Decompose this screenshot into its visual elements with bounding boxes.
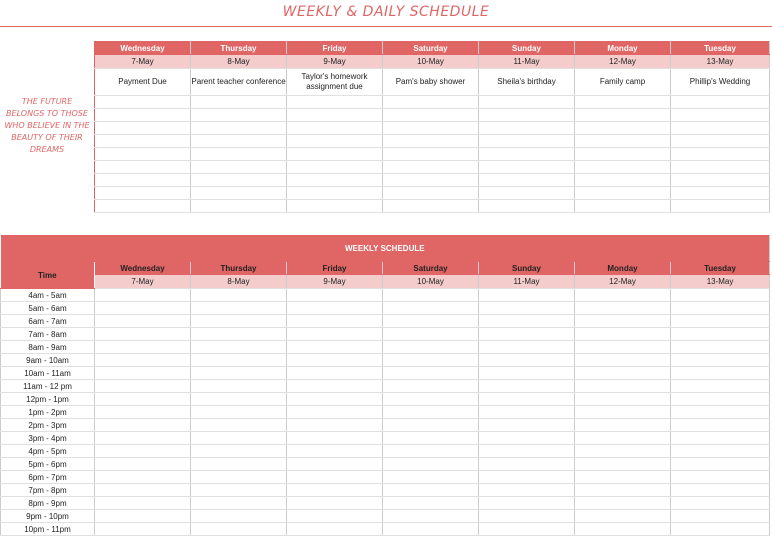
time-slot-row	[1, 315, 770, 328]
slot-cell[interactable]	[479, 289, 575, 302]
slot-cell[interactable]	[95, 328, 191, 341]
time-slot-row	[1, 419, 770, 432]
slot-cell[interactable]	[287, 354, 383, 367]
time-label: 4pm - 5pm	[1, 445, 95, 458]
slot-cell[interactable]	[383, 315, 479, 328]
blank-cell[interactable]	[383, 161, 479, 174]
blank-cell[interactable]	[671, 187, 770, 200]
slot-cell[interactable]	[671, 419, 770, 432]
slot-cell[interactable]	[95, 445, 191, 458]
blank-cell[interactable]	[287, 122, 383, 135]
slot-cell[interactable]	[287, 302, 383, 315]
blank-cell[interactable]	[671, 174, 770, 187]
daily-blank-row	[95, 200, 770, 213]
slot-cell[interactable]	[191, 289, 287, 302]
slot-cell[interactable]	[287, 393, 383, 406]
slot-cell[interactable]	[671, 445, 770, 458]
slot-cell[interactable]	[287, 380, 383, 393]
date-cell: 9-May	[287, 275, 383, 289]
blank-cell[interactable]	[95, 148, 191, 161]
slot-cell[interactable]	[575, 523, 671, 536]
slot-cell[interactable]	[287, 419, 383, 432]
time-slot-row	[1, 497, 770, 510]
slot-cell[interactable]	[575, 380, 671, 393]
page-title: WEEKLY & DAILY SCHEDULE	[282, 4, 490, 20]
slot-cell[interactable]	[479, 523, 575, 536]
slot-cell[interactable]	[383, 354, 479, 367]
slot-cell[interactable]	[479, 328, 575, 341]
slot-cell[interactable]	[575, 406, 671, 419]
slot-cell[interactable]	[383, 458, 479, 471]
time-label: 8am - 9am	[1, 341, 95, 354]
blank-cell[interactable]	[383, 187, 479, 200]
slot-cell[interactable]	[95, 341, 191, 354]
blank-cell[interactable]	[95, 200, 191, 213]
slot-cell[interactable]	[95, 315, 191, 328]
slot-cell[interactable]	[95, 354, 191, 367]
blank-cell[interactable]	[95, 96, 191, 109]
event-cell[interactable]: Pam's baby shower	[383, 69, 479, 96]
slot-cell[interactable]	[671, 302, 770, 315]
slot-cell[interactable]	[479, 380, 575, 393]
quote-text: THE FUTURE BELONGS TO THOSE WHO BELIEVE IN THE BEAUTY OF THEIR DREAMS	[4, 97, 90, 154]
slot-cell[interactable]	[95, 289, 191, 302]
slot-cell[interactable]	[95, 380, 191, 393]
time-label: 3pm - 4pm	[1, 432, 95, 445]
time-label: 9am - 10am	[1, 354, 95, 367]
slot-cell[interactable]	[575, 315, 671, 328]
slot-cell[interactable]	[95, 419, 191, 432]
daily-day-row	[95, 42, 770, 55]
blank-cell[interactable]	[575, 135, 671, 148]
blank-cell[interactable]	[479, 109, 575, 122]
slot-cell[interactable]	[287, 315, 383, 328]
slot-cell[interactable]	[575, 497, 671, 510]
slot-cell[interactable]	[479, 484, 575, 497]
slot-cell[interactable]	[479, 445, 575, 458]
blank-cell[interactable]	[479, 200, 575, 213]
slot-cell[interactable]	[95, 471, 191, 484]
slot-cell[interactable]	[287, 328, 383, 341]
slot-cell[interactable]	[671, 471, 770, 484]
blank-cell[interactable]	[671, 135, 770, 148]
slot-cell[interactable]	[287, 458, 383, 471]
slot-cell[interactable]	[95, 497, 191, 510]
blank-cell[interactable]	[383, 174, 479, 187]
time-slot-row	[1, 484, 770, 497]
slot-cell[interactable]	[95, 432, 191, 445]
blank-cell[interactable]	[671, 200, 770, 213]
slot-cell[interactable]	[671, 393, 770, 406]
slot-cell[interactable]	[671, 523, 770, 536]
slot-cell[interactable]	[383, 406, 479, 419]
date-cell: 12-May	[575, 55, 671, 69]
slot-cell[interactable]	[671, 315, 770, 328]
blank-cell[interactable]	[287, 135, 383, 148]
slot-cell[interactable]	[383, 445, 479, 458]
slot-cell[interactable]	[479, 458, 575, 471]
day-header: Sunday	[479, 262, 575, 275]
day-header: Friday	[287, 262, 383, 275]
slot-cell[interactable]	[671, 458, 770, 471]
date-cell: 8-May	[191, 55, 287, 69]
time-label: 10pm - 11pm	[1, 523, 95, 536]
slot-cell[interactable]	[95, 367, 191, 380]
time-label: 5am - 6am	[1, 302, 95, 315]
slot-cell[interactable]	[671, 432, 770, 445]
blank-cell[interactable]	[191, 135, 287, 148]
slot-cell[interactable]	[575, 419, 671, 432]
slot-cell[interactable]	[575, 328, 671, 341]
time-label: 12pm - 1pm	[1, 393, 95, 406]
blank-cell[interactable]	[479, 187, 575, 200]
slot-cell[interactable]	[287, 510, 383, 523]
day-header: Saturday	[383, 42, 479, 55]
slot-cell[interactable]	[191, 302, 287, 315]
date-cell: 11-May	[479, 55, 575, 69]
blank-cell[interactable]	[95, 135, 191, 148]
date-cell: 9-May	[287, 55, 383, 69]
slot-cell[interactable]	[383, 302, 479, 315]
slot-cell[interactable]	[479, 302, 575, 315]
date-cell: 13-May	[671, 55, 770, 69]
slot-cell[interactable]	[95, 406, 191, 419]
day-header: Monday	[575, 262, 671, 275]
time-label: 11am - 12 pm	[1, 380, 95, 393]
time-label: 9pm - 10pm	[1, 510, 95, 523]
weekly-day-row	[1, 262, 770, 275]
slot-cell[interactable]	[575, 510, 671, 523]
slot-cell[interactable]	[191, 497, 287, 510]
slot-cell[interactable]	[479, 315, 575, 328]
blank-cell[interactable]	[479, 161, 575, 174]
time-label: 6am - 7am	[1, 315, 95, 328]
time-slot-row	[1, 393, 770, 406]
blank-cell[interactable]	[287, 96, 383, 109]
time-label: 8pm - 9pm	[1, 497, 95, 510]
blank-cell[interactable]	[287, 174, 383, 187]
blank-cell[interactable]	[479, 122, 575, 135]
slot-cell[interactable]	[383, 432, 479, 445]
event-cell[interactable]: Family camp	[575, 69, 671, 96]
slot-cell[interactable]	[479, 471, 575, 484]
blank-cell[interactable]	[479, 135, 575, 148]
weekly-banner: WEEKLY SCHEDULE	[1, 235, 770, 262]
blank-cell[interactable]	[479, 148, 575, 161]
slot-cell[interactable]	[95, 458, 191, 471]
slot-cell[interactable]	[191, 458, 287, 471]
slot-cell[interactable]	[95, 510, 191, 523]
slot-cell[interactable]	[383, 484, 479, 497]
time-label: 7am - 8am	[1, 328, 95, 341]
blank-cell[interactable]	[191, 161, 287, 174]
date-cell: 10-May	[383, 275, 479, 289]
time-slot-row	[1, 289, 770, 302]
daily-blank-row	[95, 174, 770, 187]
blank-cell[interactable]	[479, 174, 575, 187]
slot-cell[interactable]	[95, 393, 191, 406]
slot-cell[interactable]	[479, 341, 575, 354]
time-label: 2pm - 3pm	[1, 419, 95, 432]
slot-cell[interactable]	[479, 354, 575, 367]
weekly-date-row	[1, 275, 770, 289]
slot-cell[interactable]	[383, 341, 479, 354]
slot-cell[interactable]	[287, 367, 383, 380]
event-cell[interactable]: Phillip's Wedding	[671, 69, 770, 96]
daily-blank-row	[95, 148, 770, 161]
time-header: Time	[1, 262, 95, 289]
day-header: Monday	[575, 42, 671, 55]
slot-cell[interactable]	[575, 354, 671, 367]
slot-cell[interactable]	[95, 302, 191, 315]
slot-cell[interactable]	[191, 484, 287, 497]
blank-cell[interactable]	[575, 96, 671, 109]
event-cell[interactable]: Taylor's homework assignment due	[287, 69, 383, 96]
slot-cell[interactable]	[671, 406, 770, 419]
date-cell: 12-May	[575, 275, 671, 289]
slot-cell[interactable]	[479, 406, 575, 419]
weekly-schedule-table	[0, 235, 770, 536]
slot-cell[interactable]	[191, 354, 287, 367]
slot-cell[interactable]	[95, 523, 191, 536]
blank-cell[interactable]	[575, 200, 671, 213]
slot-cell[interactable]	[575, 367, 671, 380]
slot-cell[interactable]	[191, 419, 287, 432]
blank-cell[interactable]	[671, 109, 770, 122]
blank-cell[interactable]	[191, 148, 287, 161]
day-header: Wednesday	[95, 42, 191, 55]
slot-cell[interactable]	[95, 484, 191, 497]
blank-cell[interactable]	[383, 109, 479, 122]
slot-cell[interactable]	[287, 484, 383, 497]
day-header: Thursday	[191, 42, 287, 55]
blank-cell[interactable]	[287, 148, 383, 161]
blank-cell[interactable]	[287, 200, 383, 213]
day-header: Tuesday	[671, 262, 770, 275]
slot-cell[interactable]	[287, 497, 383, 510]
daily-blank-row	[95, 96, 770, 109]
time-slot-row	[1, 328, 770, 341]
time-slot-row	[1, 406, 770, 419]
slot-cell[interactable]	[575, 458, 671, 471]
slot-cell[interactable]	[671, 367, 770, 380]
blank-cell[interactable]	[287, 187, 383, 200]
event-cell[interactable]: Parent teacher conference	[191, 69, 287, 96]
slot-cell[interactable]	[575, 289, 671, 302]
time-label: 5pm - 6pm	[1, 458, 95, 471]
blank-cell[interactable]	[191, 200, 287, 213]
day-header: Tuesday	[671, 42, 770, 55]
blank-cell[interactable]	[479, 96, 575, 109]
slot-cell[interactable]	[383, 393, 479, 406]
blank-cell[interactable]	[191, 122, 287, 135]
slot-cell[interactable]	[191, 523, 287, 536]
date-cell: 8-May	[191, 275, 287, 289]
slot-cell[interactable]	[191, 367, 287, 380]
blank-cell[interactable]	[383, 135, 479, 148]
time-slot-row	[1, 523, 770, 536]
slot-cell[interactable]	[191, 510, 287, 523]
blank-cell[interactable]	[575, 148, 671, 161]
slot-cell[interactable]	[191, 328, 287, 341]
blank-cell[interactable]	[95, 161, 191, 174]
day-header: Friday	[287, 42, 383, 55]
blank-cell[interactable]	[287, 161, 383, 174]
title-divider	[0, 26, 772, 27]
slot-cell[interactable]	[479, 419, 575, 432]
slot-cell[interactable]	[575, 471, 671, 484]
event-cell[interactable]: Sheila's birthday	[479, 69, 575, 96]
day-header: Wednesday	[95, 262, 191, 275]
daily-schedule-table	[94, 41, 770, 213]
blank-cell[interactable]	[671, 148, 770, 161]
time-slot-row	[1, 510, 770, 523]
slot-cell[interactable]	[383, 419, 479, 432]
blank-cell[interactable]	[575, 122, 671, 135]
time-slot-row	[1, 458, 770, 471]
daily-blank-row	[95, 161, 770, 174]
slot-cell[interactable]	[383, 497, 479, 510]
slot-cell[interactable]	[191, 471, 287, 484]
blank-cell[interactable]	[383, 200, 479, 213]
slot-cell[interactable]	[191, 406, 287, 419]
slot-cell[interactable]	[287, 406, 383, 419]
daily-blank-row	[95, 187, 770, 200]
time-slot-row	[1, 367, 770, 380]
date-cell: 13-May	[671, 275, 770, 289]
slot-cell[interactable]	[575, 393, 671, 406]
blank-cell[interactable]	[287, 109, 383, 122]
time-slot-row	[1, 432, 770, 445]
daily-blank-row	[95, 122, 770, 135]
slot-cell[interactable]	[383, 380, 479, 393]
slot-cell[interactable]	[191, 432, 287, 445]
event-cell[interactable]: Payment Due	[95, 69, 191, 96]
slot-cell[interactable]	[479, 510, 575, 523]
slot-cell[interactable]	[671, 497, 770, 510]
slot-cell[interactable]	[191, 315, 287, 328]
blank-cell[interactable]	[95, 122, 191, 135]
blank-cell[interactable]	[95, 109, 191, 122]
time-label: 6pm - 7pm	[1, 471, 95, 484]
slot-cell[interactable]	[191, 393, 287, 406]
date-cell: 7-May	[95, 55, 191, 69]
day-header: Sunday	[479, 42, 575, 55]
slot-cell[interactable]	[383, 289, 479, 302]
weekly-banner-row	[1, 235, 770, 262]
time-slot-row	[1, 302, 770, 315]
slot-cell[interactable]	[575, 302, 671, 315]
time-label: 1pm - 2pm	[1, 406, 95, 419]
slot-cell[interactable]	[671, 328, 770, 341]
slot-cell[interactable]	[383, 328, 479, 341]
blank-cell[interactable]	[575, 161, 671, 174]
slot-cell[interactable]	[671, 380, 770, 393]
slot-cell[interactable]	[191, 380, 287, 393]
blank-cell[interactable]	[671, 161, 770, 174]
daily-event-row	[95, 69, 770, 96]
blank-cell[interactable]	[383, 122, 479, 135]
slot-cell[interactable]	[287, 471, 383, 484]
slot-cell[interactable]	[671, 354, 770, 367]
slot-cell[interactable]	[383, 523, 479, 536]
blank-cell[interactable]	[575, 174, 671, 187]
time-label: 10am - 11am	[1, 367, 95, 380]
time-slot-row	[1, 471, 770, 484]
time-label: 4am - 5am	[1, 289, 95, 302]
daily-blank-row	[95, 109, 770, 122]
time-slot-row	[1, 445, 770, 458]
slot-cell[interactable]	[671, 341, 770, 354]
slot-cell[interactable]	[575, 341, 671, 354]
slot-cell[interactable]	[191, 445, 287, 458]
date-cell: 10-May	[383, 55, 479, 69]
slot-cell[interactable]	[479, 367, 575, 380]
slot-cell[interactable]	[383, 367, 479, 380]
slot-cell[interactable]	[383, 471, 479, 484]
blank-cell[interactable]	[95, 187, 191, 200]
day-header: Thursday	[191, 262, 287, 275]
slot-cell[interactable]	[575, 484, 671, 497]
slot-cell[interactable]	[479, 393, 575, 406]
slot-cell[interactable]	[383, 510, 479, 523]
slot-cell[interactable]	[287, 445, 383, 458]
blank-cell[interactable]	[575, 187, 671, 200]
blank-cell[interactable]	[95, 174, 191, 187]
slot-cell[interactable]	[479, 497, 575, 510]
slot-cell[interactable]	[671, 510, 770, 523]
slot-cell[interactable]	[287, 341, 383, 354]
blank-cell[interactable]	[671, 122, 770, 135]
daily-date-row	[95, 55, 770, 69]
blank-cell[interactable]	[191, 96, 287, 109]
blank-cell[interactable]	[383, 148, 479, 161]
blank-cell[interactable]	[383, 96, 479, 109]
blank-cell[interactable]	[575, 109, 671, 122]
date-cell: 11-May	[479, 275, 575, 289]
slot-cell[interactable]	[671, 484, 770, 497]
time-slot-row	[1, 354, 770, 367]
slot-cell[interactable]	[575, 445, 671, 458]
slot-cell[interactable]	[287, 289, 383, 302]
time-slot-row	[1, 380, 770, 393]
blank-cell[interactable]	[191, 174, 287, 187]
slot-cell[interactable]	[575, 432, 671, 445]
day-header: Saturday	[383, 262, 479, 275]
slot-cell[interactable]	[191, 341, 287, 354]
date-cell: 7-May	[95, 275, 191, 289]
daily-blank-row	[95, 135, 770, 148]
blank-cell[interactable]	[191, 109, 287, 122]
slot-cell[interactable]	[479, 432, 575, 445]
blank-cell[interactable]	[671, 96, 770, 109]
blank-cell[interactable]	[191, 187, 287, 200]
slot-cell[interactable]	[287, 432, 383, 445]
slot-cell[interactable]	[671, 289, 770, 302]
time-label: 7pm - 8pm	[1, 484, 95, 497]
time-slot-row	[1, 341, 770, 354]
slot-cell[interactable]	[287, 523, 383, 536]
